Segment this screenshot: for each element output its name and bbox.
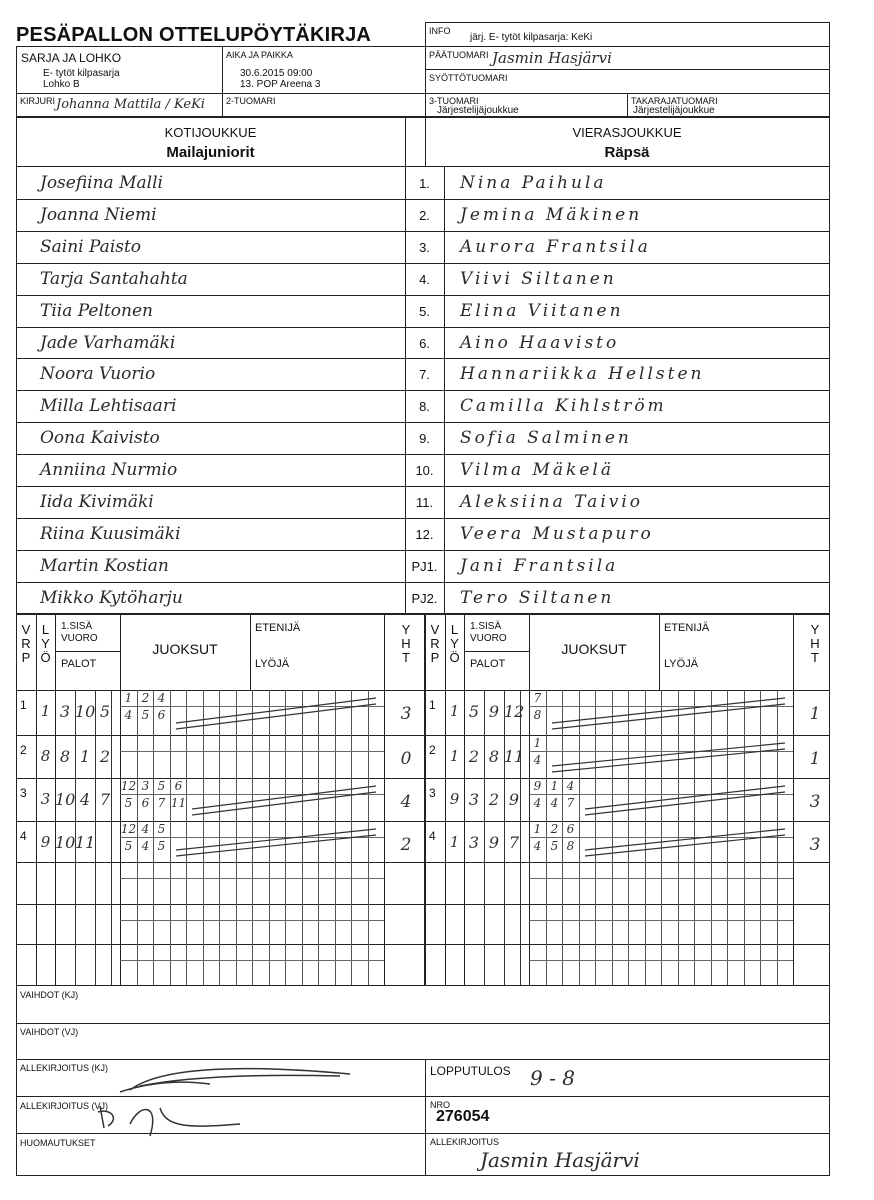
home-yht-header: Y H T — [401, 622, 411, 665]
home-juoksu-top: 12 — [120, 822, 137, 836]
away-palo-value: 2 — [468, 747, 480, 766]
roster-away-player: Jemina Mäkinen — [460, 205, 643, 225]
home-strike-line — [120, 778, 384, 821]
huomautukset-label: HUOMAUTUKSET — [20, 1138, 96, 1148]
away-strike-line — [529, 821, 793, 862]
away-yht-header: Y H T — [810, 622, 820, 665]
info-label: INFO — [429, 26, 451, 36]
home-juoksu-top: 4 — [141, 822, 150, 836]
away-palo-value: 2 — [488, 790, 500, 809]
home-juoksu-bottom: 6 — [141, 796, 150, 810]
sarja-value-2: Lohko B — [43, 79, 80, 90]
roster-number: 1. — [419, 176, 430, 191]
away-vrp-number: 4 — [429, 829, 436, 843]
tuomari3-label: 3-TUOMARI — [429, 96, 479, 106]
home-etenija-header: ETENIJÄ — [255, 622, 301, 634]
roster-home-player: Joanna Niemi — [40, 205, 157, 225]
roster-away-player: Jani Frantsila — [460, 556, 619, 576]
roster-home-player: Anniina Nurmio — [40, 460, 178, 480]
home-juoksut-header: JUOKSUT — [152, 641, 218, 657]
home-lyo-value: 1 — [40, 702, 51, 720]
roster-home-player: Noora Vuorio — [40, 364, 156, 384]
roster-away-player: Tero Siltanen — [460, 588, 615, 608]
away-lyoja-header: LYÖJÄ — [664, 658, 699, 670]
away-yht-value: 3 — [809, 835, 821, 855]
roster-number: 7. — [419, 367, 430, 382]
roster-away-player: Nina Paihula — [460, 173, 607, 193]
away-palo-value: 3 — [468, 833, 480, 852]
roster-home-player: Jade Varhamäki — [40, 333, 176, 353]
away-juoksu-bottom: 5 — [550, 839, 559, 853]
nro-label: NRO — [430, 1100, 450, 1110]
away-palot-header: PALOT — [470, 658, 506, 670]
paatuomari-value: Jasmin Hasjärvi — [492, 49, 612, 67]
away-lyo-header: L Y Ö — [449, 622, 460, 665]
away-juoksu-top: 4 — [566, 779, 575, 793]
aika-value-1: 30.6.2015 09:00 — [240, 68, 313, 79]
away-juoksu-bottom: 4 — [550, 796, 559, 810]
home-strike-line — [120, 821, 384, 862]
roster-home-player: Milla Lehtisaari — [40, 396, 177, 416]
home-juoksu-top: 5 — [157, 822, 166, 836]
home-palo-value: 10 — [75, 702, 96, 721]
away-palo-value: 9 — [508, 790, 520, 809]
away-lyo-value: 9 — [449, 790, 460, 808]
roster-away-player: Camilla Kihlström — [460, 396, 667, 416]
sarja-value-1: E- tytöt kilpasarja — [43, 68, 120, 79]
away-juoksu-bottom: 7 — [566, 796, 575, 810]
roster-number: 10. — [415, 463, 434, 478]
roster-home-player: Tiia Peltonen — [40, 301, 153, 321]
home-palo-value: 10 — [55, 790, 76, 809]
roster-away-player: Aurora Frantsila — [460, 237, 651, 257]
roster-number: 6. — [419, 336, 430, 351]
away-palo-value: 3 — [468, 790, 480, 809]
home-lyo-value: 3 — [40, 790, 51, 808]
aika-label: AIKA JA PAIKKA — [226, 50, 293, 60]
roster-away-player: Hannariikka Hellsten — [460, 364, 705, 384]
home-strike-line — [120, 690, 384, 735]
sarja-label: SARJA JA LOHKO — [21, 51, 122, 65]
roster-away-player: Veera Mustapuro — [460, 524, 654, 544]
away-juoksu-top: 1 — [533, 736, 542, 750]
roster-number: 3. — [419, 240, 430, 255]
away-strike-line — [529, 735, 793, 778]
home-palo-value: 10 — [55, 833, 76, 852]
home-team-name: Mailajuniorit — [166, 144, 255, 161]
roster-number: 11. — [415, 495, 434, 510]
roster-home-player: Josefiina Malli — [40, 173, 163, 193]
home-juoksu-bottom: 7 — [157, 796, 166, 810]
away-palo-value: 5 — [468, 702, 480, 721]
away-juoksu-top: 1 — [550, 779, 559, 793]
home-vrp-header: V R P — [21, 622, 31, 665]
roster-number: 5. — [419, 304, 430, 319]
away-sisavuoro-header: 1.SISÄ VUORO — [470, 621, 507, 644]
paatuomari-label: PÄÄTUOMARI — [429, 50, 489, 60]
home-juoksu-top: 2 — [141, 691, 150, 705]
away-etenija-header: ETENIJÄ — [664, 622, 710, 634]
roster-number: 12. — [415, 527, 434, 542]
roster-number: 8. — [419, 399, 430, 414]
roster-number: PJ2. — [411, 591, 438, 606]
away-juoksu-bottom: 8 — [533, 708, 542, 722]
away-vrp-number: 3 — [429, 786, 436, 800]
allekirjoitus-label: ALLEKIRJOITUS — [430, 1137, 500, 1147]
away-juoksu-top: 1 — [533, 822, 542, 836]
home-juoksu-top: 5 — [157, 779, 166, 793]
home-lyo-header: L Y Ö — [40, 622, 51, 665]
home-lyo-value: 8 — [40, 747, 51, 765]
home-palo-value: 4 — [79, 790, 91, 809]
home-palo-value: 3 — [59, 702, 71, 721]
signature-vj — [90, 1098, 250, 1138]
allekirjoitus-signature: Jasmin Hasjärvi — [480, 1148, 640, 1172]
away-juoksu-bottom: 4 — [533, 839, 542, 853]
away-palo-value: 9 — [488, 702, 500, 721]
home-juoksu-bottom: 5 — [157, 839, 166, 853]
signature-kj — [100, 1062, 360, 1096]
takaraja-label: TAKARAJATUOMARI — [631, 96, 718, 106]
away-palo-value: 12 — [504, 702, 525, 721]
home-label: KOTIJOUKKUE — [164, 125, 257, 140]
away-palo-value: 7 — [508, 833, 520, 852]
away-vrp-number: 1 — [429, 698, 436, 712]
roster-away-player: Aino Haavisto — [460, 333, 620, 353]
away-team-name: Räpsä — [604, 144, 650, 161]
syottotuomari-label: SYÖTTÖTUOMARI — [429, 73, 508, 83]
home-juoksu-top: 12 — [120, 779, 137, 793]
away-juoksu-top: 2 — [550, 822, 559, 836]
away-label: VIERASJOUKKUE — [572, 125, 682, 140]
roster-home-player: Oona Kaivisto — [40, 428, 160, 448]
allekirjoitus-vj-label: ALLEKIRJOITUS (VJ) — [20, 1101, 109, 1111]
roster-home-player: Martin Kostian — [40, 556, 169, 576]
roster-away-player: Elina Viitanen — [460, 301, 624, 321]
home-juoksu-top: 1 — [124, 691, 133, 705]
roster-number: 9. — [419, 431, 430, 446]
home-juoksu-bottom: 5 — [124, 839, 133, 853]
takaraja-value: Järjestelijäjoukkue — [633, 105, 715, 116]
roster-home-player: Tarja Santahahta — [40, 269, 188, 289]
away-yht-value: 1 — [809, 749, 821, 769]
away-palo-value: 8 — [488, 747, 500, 766]
home-juoksu-bottom: 4 — [141, 839, 150, 853]
page-title: PESÄPALLON OTTELUPÖYTÄKIRJA — [16, 24, 372, 46]
home-vrp-number: 3 — [20, 786, 27, 800]
home-palo-value: 5 — [99, 702, 111, 721]
info-value: järj. E- tytöt kilpasarja: KeKi — [470, 32, 593, 43]
away-juoksu-top: 9 — [533, 779, 542, 793]
roster-away-player: Vilma Mäkelä — [460, 460, 614, 480]
away-strike-line — [529, 690, 793, 735]
home-juoksu-top: 6 — [174, 779, 183, 793]
away-vrp-number: 2 — [429, 743, 436, 757]
roster-number: 2. — [419, 208, 430, 223]
tuomari2-label: 2-TUOMARI — [226, 96, 276, 106]
home-palo-value: 11 — [75, 833, 96, 852]
vaihdot-kj-label: VAIHDOT (KJ) — [20, 990, 79, 1000]
roster-number: 4. — [419, 272, 430, 287]
home-yht-value: 0 — [400, 749, 412, 769]
nro-value: 276054 — [436, 1108, 490, 1125]
home-vrp-number: 2 — [20, 743, 27, 757]
home-vrp-number: 4 — [20, 829, 27, 843]
home-juoksu-bottom: 5 — [124, 796, 133, 810]
aika-value-2: 13. POP Areena 3 — [240, 79, 321, 90]
home-palo-value: 8 — [59, 747, 71, 766]
home-lyoja-header: LYÖJÄ — [255, 658, 290, 670]
kirjuri-value: Johanna Mattila / KeKi — [56, 97, 205, 112]
away-palo-value: 11 — [504, 747, 525, 766]
kirjuri-label: KIRJURI — [20, 96, 56, 106]
home-juoksu-bottom: 11 — [170, 796, 187, 810]
away-lyo-value: 1 — [449, 747, 460, 765]
home-palot-header: PALOT — [61, 658, 97, 670]
away-juoksu-bottom: 8 — [566, 839, 575, 853]
home-juoksu-bottom: 5 — [141, 708, 150, 722]
home-juoksu-bottom: 4 — [124, 708, 133, 722]
away-lyo-value: 1 — [449, 833, 460, 851]
roster-number: PJ1. — [411, 559, 438, 574]
roster-away-player: Sofia Salminen — [460, 428, 632, 448]
away-juoksu-bottom: 4 — [533, 796, 542, 810]
home-vrp-number: 1 — [20, 698, 27, 712]
home-yht-value: 4 — [400, 792, 412, 812]
away-juoksu-top: 7 — [533, 691, 542, 705]
roster-home-player: Riina Kuusimäki — [40, 524, 181, 544]
home-juoksu-top: 3 — [141, 779, 150, 793]
home-yht-value: 3 — [400, 704, 412, 724]
away-juoksu-top: 6 — [566, 822, 575, 836]
lopputulos-value: 9 - 8 — [530, 1066, 575, 1090]
away-vrp-header: V R P — [430, 622, 440, 665]
away-yht-value: 3 — [809, 792, 821, 812]
home-sisavuoro-header: 1.SISÄ VUORO — [61, 621, 98, 644]
tuomari3-value: Järjestelijäjoukkue — [437, 105, 519, 116]
home-palo-value: 1 — [79, 747, 91, 766]
roster-home-player: Mikko Kytöharju — [40, 588, 183, 608]
allekirjoitus-kj-label: ALLEKIRJOITUS (KJ) — [20, 1063, 109, 1073]
roster-away-player: Viivi Siltanen — [460, 269, 617, 289]
roster-home-player: Iida Kivimäki — [40, 492, 154, 512]
away-palo-value: 9 — [488, 833, 500, 852]
away-juoksu-bottom: 4 — [533, 753, 542, 767]
home-juoksu-bottom: 6 — [157, 708, 166, 722]
home-palo-value: 7 — [99, 790, 111, 809]
away-strike-line — [529, 778, 793, 821]
vaihdot-vj-label: VAIHDOT (VJ) — [20, 1027, 79, 1037]
away-juoksut-header: JUOKSUT — [561, 641, 627, 657]
lopputulos-label: LOPPUTULOS — [430, 1064, 511, 1078]
home-lyo-value: 9 — [40, 833, 51, 851]
home-palo-value: 2 — [99, 747, 111, 766]
home-juoksu-top: 4 — [157, 691, 166, 705]
away-yht-value: 1 — [809, 704, 821, 724]
away-lyo-value: 1 — [449, 702, 460, 720]
roster-home-player: Saini Paisto — [40, 237, 142, 257]
roster-away-player: Aleksiina Taivio — [460, 492, 644, 512]
home-yht-value: 2 — [400, 835, 412, 855]
